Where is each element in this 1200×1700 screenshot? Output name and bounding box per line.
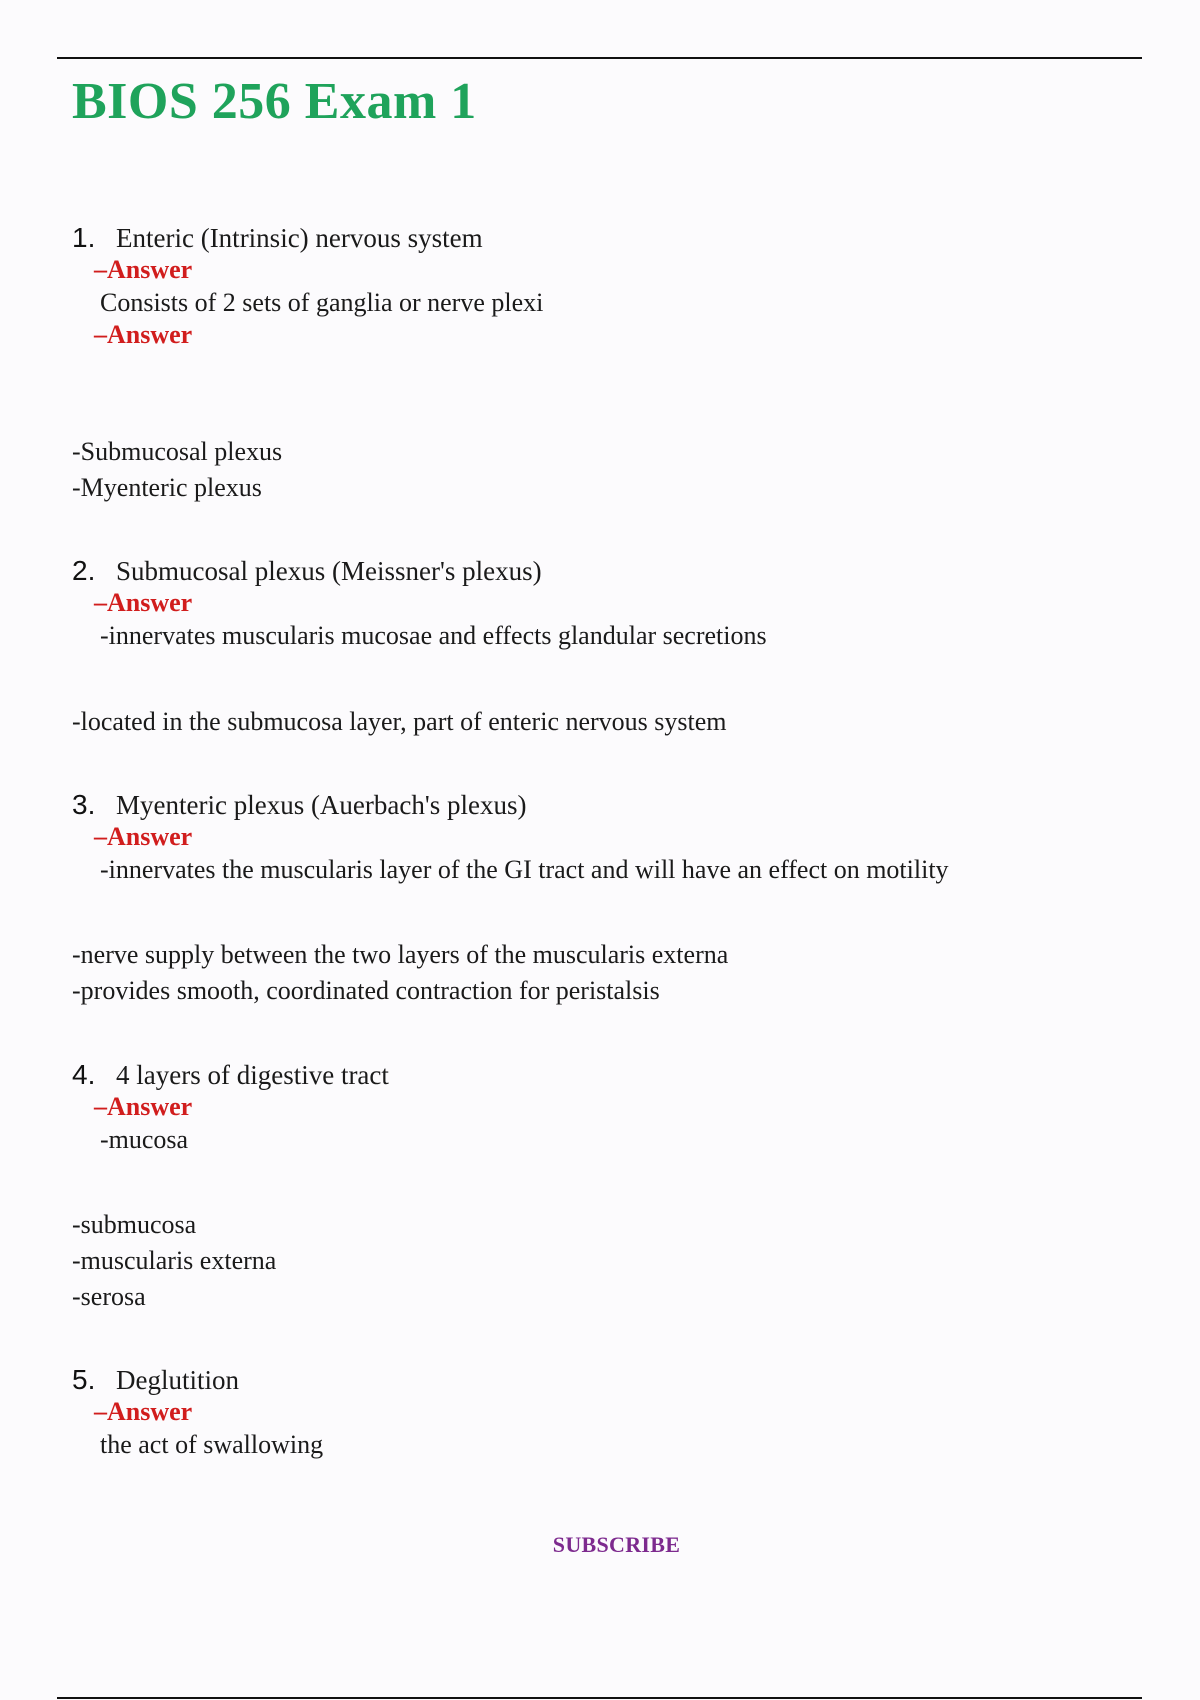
subscribe-link[interactable]: SUBSCRIBE bbox=[552, 1532, 681, 1557]
question-item-3 bbox=[72, 789, 1132, 886]
answer-extra-1 bbox=[72, 434, 1132, 506]
answer-extra-line: -submucosa bbox=[72, 1210, 197, 1239]
answer-extra-line: -muscularis externa bbox=[72, 1246, 277, 1275]
answer-text: Consists of 2 sets of ganglia or nerve plexi bbox=[100, 288, 544, 317]
question-number: 3. bbox=[72, 789, 96, 820]
question-text: 4 layers of digestive tract bbox=[116, 1060, 389, 1090]
answer-extra-line: -serosa bbox=[72, 1282, 146, 1311]
answer-label: –Answer bbox=[94, 588, 193, 617]
question-number: 5. bbox=[72, 1364, 96, 1395]
question-number: 2. bbox=[72, 555, 96, 586]
question-text: Enteric (Intrinsic) nervous system bbox=[116, 223, 483, 253]
answer-extra-line: -nerve supply between the two layers of the muscularis externa bbox=[72, 940, 729, 969]
answer-extra-2 bbox=[72, 704, 1132, 740]
answer-extra-4 bbox=[72, 1207, 1132, 1315]
answer-label: –Answer bbox=[94, 255, 193, 284]
question-text: Deglutition bbox=[116, 1365, 239, 1395]
answer-extra-line: -Submucosal plexus bbox=[72, 437, 283, 466]
question-item-2 bbox=[72, 555, 1132, 652]
question-item-1 bbox=[72, 222, 1132, 351]
question-text: Myenteric plexus (Auerbach's plexus) bbox=[116, 790, 527, 820]
question-number: 4. bbox=[72, 1059, 96, 1090]
answer-label: –Answer bbox=[94, 1397, 193, 1426]
answer-extra-line: -located in the submucosa layer, part of enteric nervous system bbox=[72, 707, 727, 736]
question-item-4 bbox=[72, 1059, 1132, 1156]
answer-extra-line: -provides smooth, coordinated contraction for peristalsis bbox=[72, 976, 660, 1005]
question-number: 1. bbox=[72, 222, 96, 253]
top-divider bbox=[57, 57, 1142, 59]
bottom-divider bbox=[57, 1697, 1142, 1699]
answer-text: the act of swallowing bbox=[100, 1430, 324, 1459]
question-text: Submucosal plexus (Meissner's plexus) bbox=[116, 556, 542, 586]
answer-label: –Answer bbox=[94, 1092, 193, 1121]
page-title: BIOS 256 Exam 1 bbox=[72, 73, 477, 130]
question-item-5 bbox=[72, 1364, 1132, 1461]
answer-text: -innervates muscularis mucosae and effects glandular secretions bbox=[100, 621, 767, 650]
answer-extra-3 bbox=[72, 937, 1132, 1009]
answer-text: -innervates the muscularis layer of the GI tract and will have an effect on motility bbox=[100, 855, 949, 884]
answer-label: –Answer bbox=[94, 822, 193, 851]
answer-text: -mucosa bbox=[100, 1125, 189, 1154]
answer-extra-line: -Myenteric plexus bbox=[72, 473, 262, 502]
answer-label: –Answer bbox=[94, 320, 193, 349]
